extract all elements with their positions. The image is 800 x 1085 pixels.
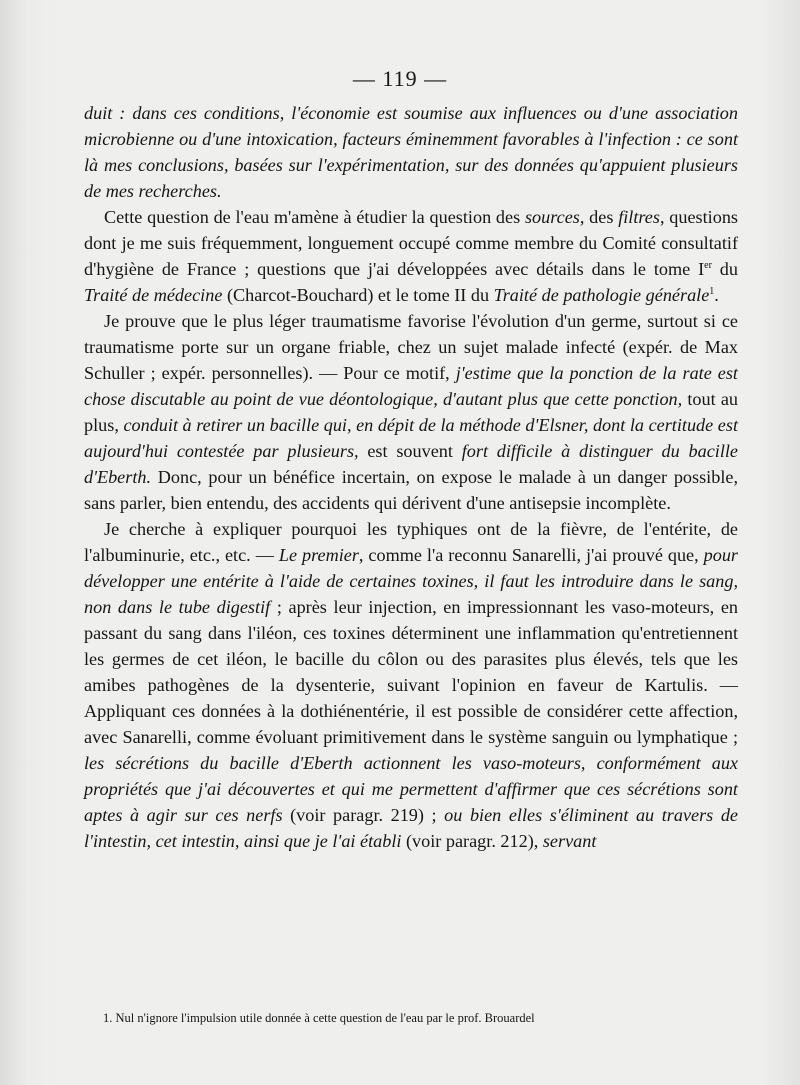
- text-run: Je prouve que le plus léger traumatisme favorise l'évolution d'un germe, surtout si ce traumatisme porte sur un organe friable, chez un sujet malade infecté (expér. de Max Schuller ; expér. personnelles). — Pour ce motif,: [84, 311, 738, 383]
- italic-run: Traité de pathologie générale: [493, 285, 710, 305]
- superscript: er: [704, 259, 712, 271]
- italic-run: les sécrétions du bacille d'Eberth actionnent les vaso-moteurs, conformément aux propriétés que j'ai découvertes et qui me permettent d'affirmer que ces sécrétions sont aptes à agir sur ces nerfs: [84, 753, 738, 825]
- paragraph: [84, 204, 738, 308]
- italic-run: Le premier: [278, 545, 359, 565]
- text-run: (voir paragr. 219) ;: [282, 805, 445, 825]
- italic-run: j'estime que la ponction de la rate est chose discutable au point de vue déontologique, d'autant plus que cette ponction,: [84, 363, 738, 409]
- footnote: 1. Nul n'ignore l'impulsion utile donnée à cette question de l'eau par le prof. Brouardel: [103, 1011, 535, 1025]
- text-run: Donc, pour un bénéfice incertain, on expose le malade à un danger possible, sans parler, bien entendu, des accidents qui dérivent d'une antisepsie incomplète.: [84, 467, 738, 513]
- body-text: [84, 100, 738, 854]
- superscript: 1: [709, 285, 715, 297]
- italic-run: fort difficile à distinguer du bacille d'Eberth.: [84, 441, 738, 487]
- text-run: Cette question de l'eau m'amène à étudier la question des: [104, 207, 525, 227]
- italic-run: filtres: [618, 207, 660, 227]
- italic-run: sources: [524, 207, 580, 227]
- text-run: du: [711, 259, 738, 279]
- italic-run: servant: [542, 831, 597, 851]
- text-run: , comme l'a reconnu Sanarelli, j'ai prouvé que,: [358, 545, 704, 565]
- italic-run: Traité de médecine: [84, 285, 223, 305]
- text-run: , des: [579, 207, 619, 227]
- text-run: tout au plus,: [84, 389, 738, 435]
- paragraph: [84, 100, 738, 204]
- text-run: , questions dont je me suis fréquemment, longuement occupé comme membre du Comité consultatif d'hygiène de France ; questions que j'ai développées avec détails dans le tome I: [84, 207, 738, 279]
- italic-run: duit : dans ces conditions, l'économie est soumise aux influences ou d'une association microbienne ou d'une intoxication, facteurs éminemment favorables à l'infection : ce sont là mes conclusions, basées sur l'expérimentation, sur des données qu'appuient plusieurs de mes recherches.: [84, 103, 738, 201]
- text-run: est souvent: [358, 441, 462, 461]
- text-run: (voir paragr. 212),: [401, 831, 543, 851]
- text-run: .: [714, 285, 719, 305]
- italic-run: conduit à retirer un bacille qui, en dépit de la méthode d'Elsner, dont la certitude est aujourd'hui contestée par plusieurs,: [84, 415, 738, 461]
- paragraph: [84, 308, 738, 516]
- italic-run: ou bien elles s'éliminent au travers de l'intestin, cet intestin, ainsi que je l'ai établi: [84, 805, 738, 851]
- text-run: Je cherche à expliquer pourquoi les typhiques ont de la fièvre, de l'entérite, de l'albuminurie, etc., etc. —: [84, 519, 738, 565]
- text-run: (Charcot-Bouchard) et le tome II du: [222, 285, 494, 305]
- italic-run: pour développer une entérite à l'aide de certaines toxines, il faut les introduire dans le sang, non dans le tube digestif: [84, 545, 738, 617]
- paragraph: [84, 516, 738, 854]
- text-run: ; après leur injection, en impressionnant les vaso-moteurs, en passant du sang dans l'iléon, ces toxines déterminent une inflammation qu'entretiennent les germes de cet iléon, le bacille du côlon ou des parasites plus élevés, tels que les amibes pathogènes de la dysenterie, suivant l'opinion en faveur de Kartulis. — Appliquant ces données à la dothiénentérie, il est possible de considérer cette affection, avec Sanarelli, comme évoluant primitivement dans le système sanguin ou lymphatique ;: [84, 597, 739, 747]
- page-number: — 119 —: [352, 66, 448, 91]
